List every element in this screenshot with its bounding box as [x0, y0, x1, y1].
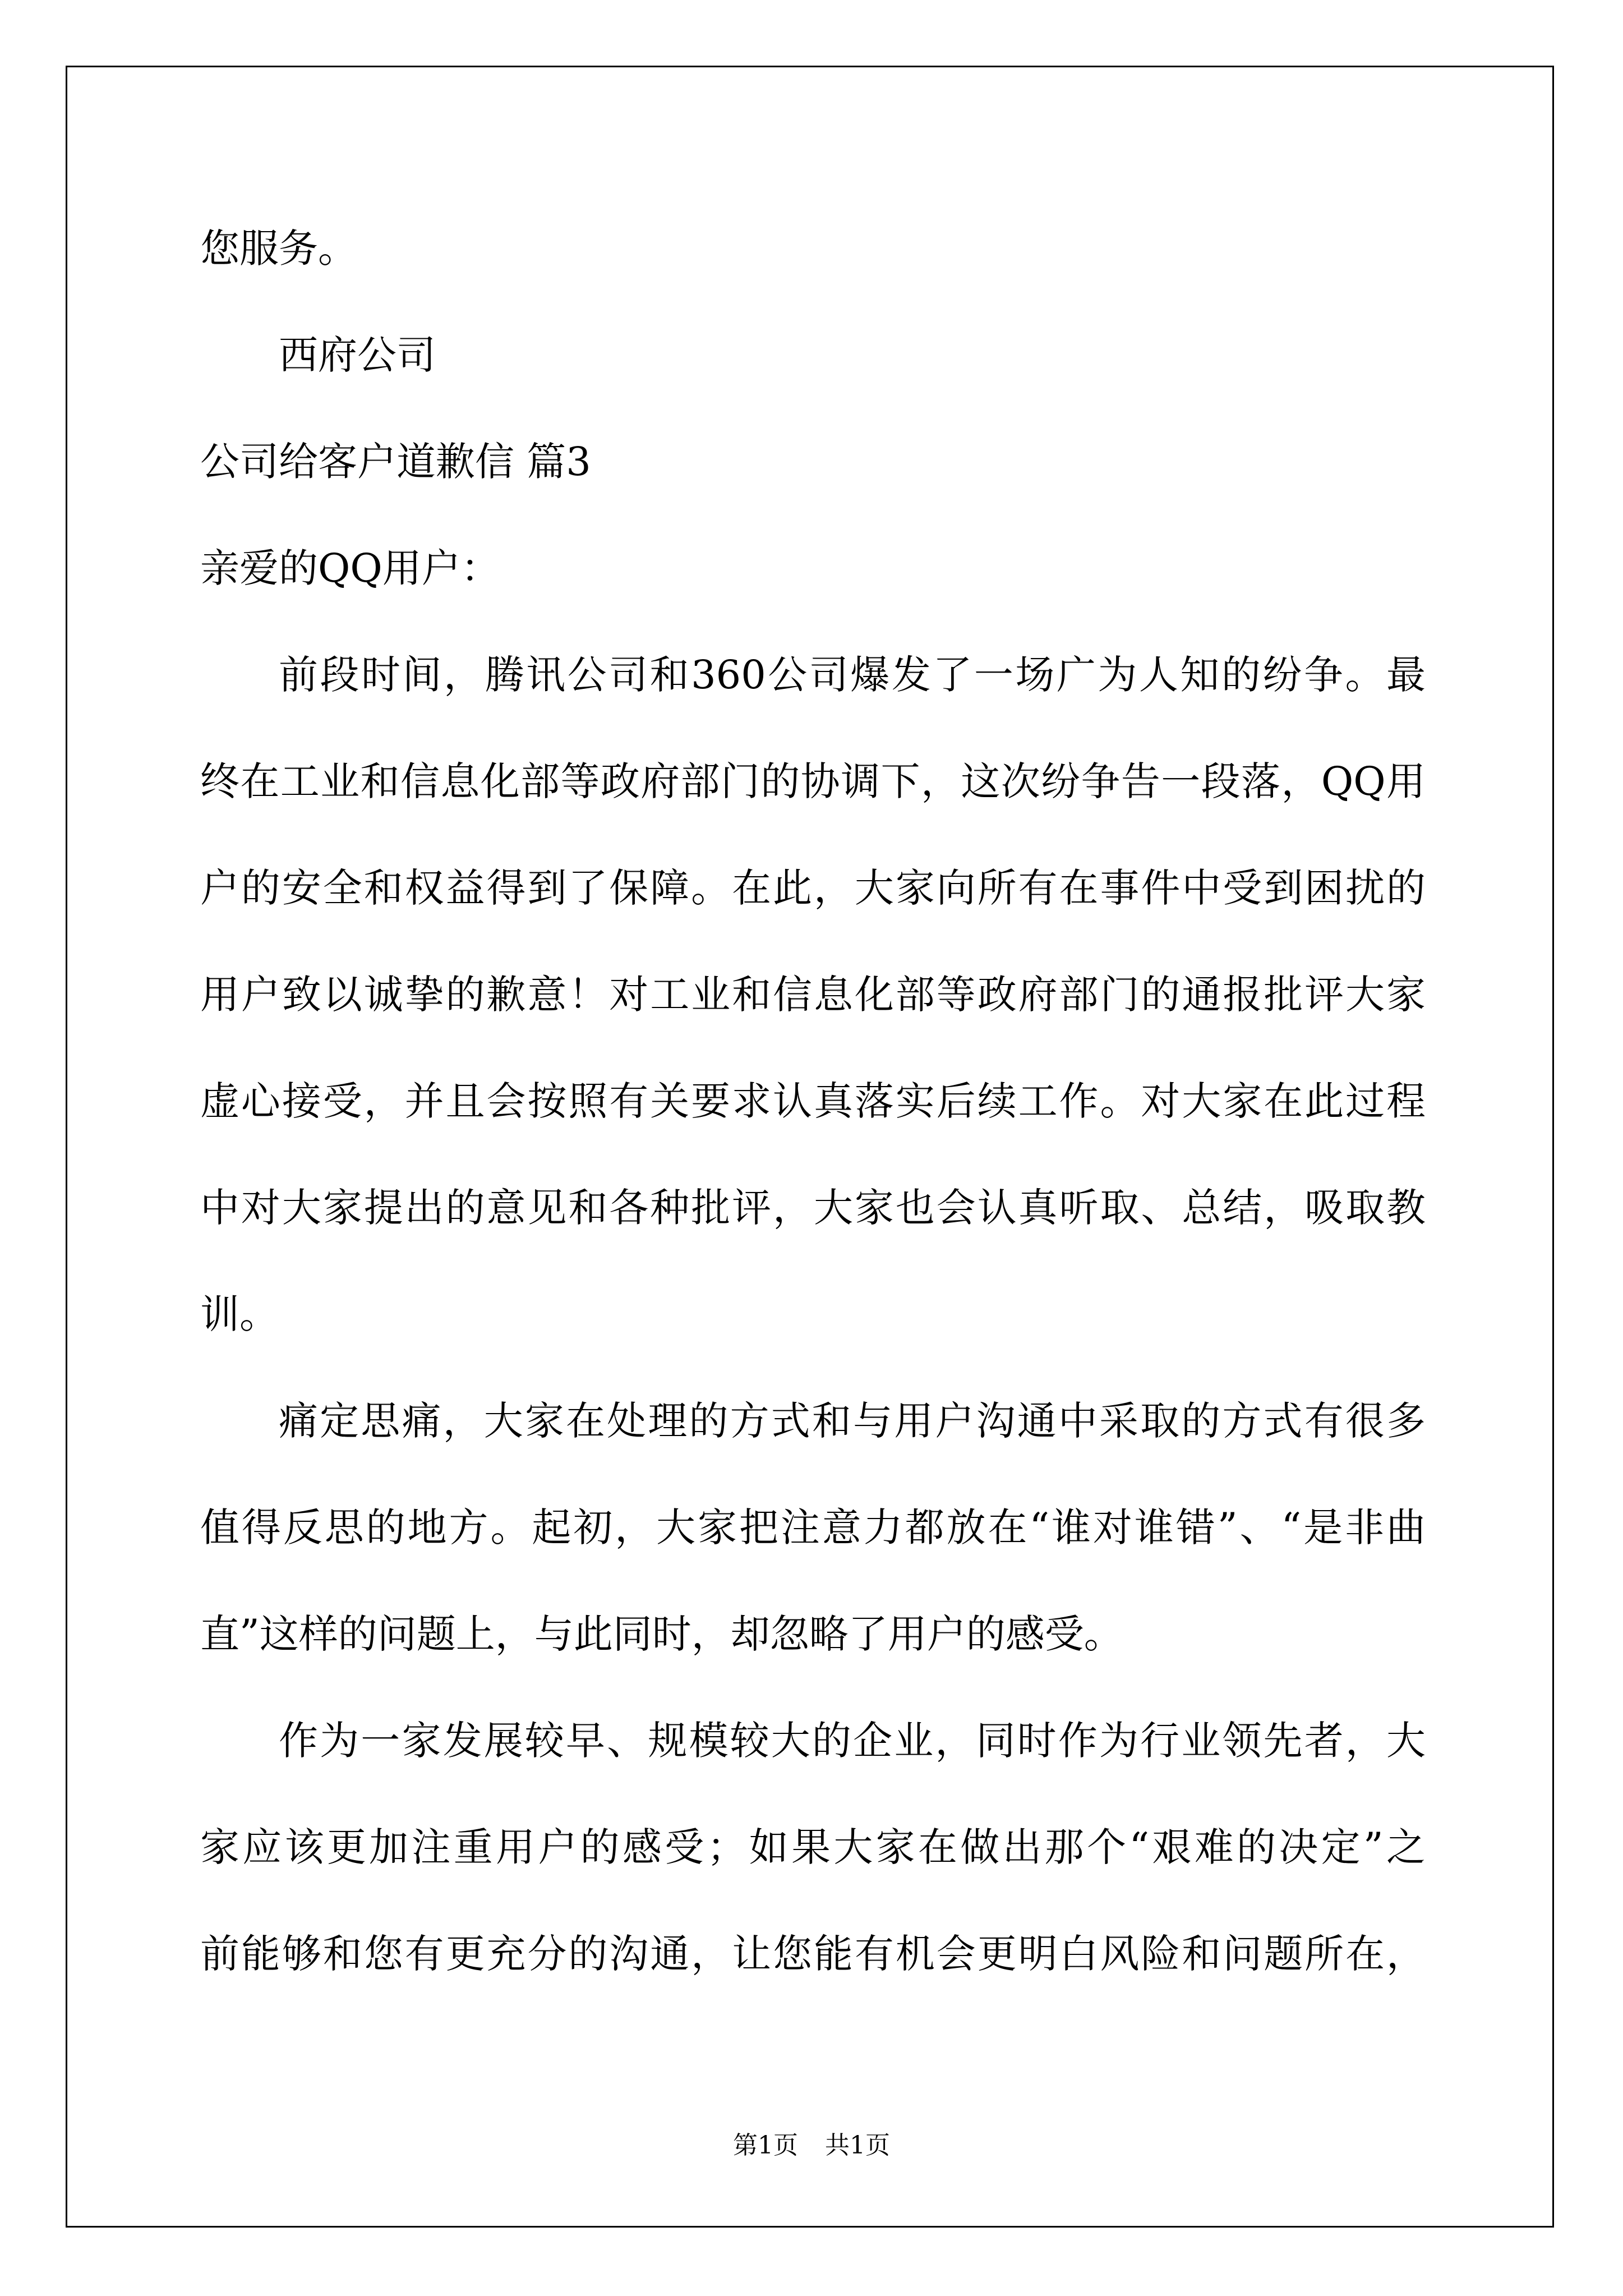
body-line: 虚心接受，并且会按照有关要求认真落实后续工作。对大家在此过程	[200, 1078, 1426, 1124]
paragraph	[200, 1687, 1426, 2007]
body-line: 终在工业和信息化部等政府部门的协调下，这次纷争告一段落，QQ用	[200, 758, 1426, 804]
body-line: 中对大家提出的意见和各种批评，大家也会认真听取、总结，吸取教	[200, 1185, 1426, 1231]
closing-line: 您服务。	[200, 226, 357, 272]
page-number-current: 第1页	[733, 2131, 798, 2160]
body-line: 户的安全和权益得到了保障。在此，大家向所有在事件中受到困扰的	[200, 865, 1426, 911]
signature: 西府公司	[279, 332, 436, 378]
body-line: 家应该更加注重用户的感受；如果大家在做出那个“艰难的决定”之	[200, 1824, 1426, 1870]
page-footer	[0, 2129, 1623, 2162]
salutation: 亲爱的QQ用户：	[200, 545, 500, 591]
body-line: 前能够和您有更充分的沟通，让您能有机会更明白风险和问题所在，	[200, 1931, 1426, 1977]
body-line: 作为一家发展较早、规模较大的企业，同时作为行业领先者，大	[279, 1718, 1426, 1764]
body-line: 前段时间，腾讯公司和360公司爆发了一场广为人知的纷争。最	[279, 652, 1426, 698]
page-number-total: 共1页	[825, 2131, 890, 2160]
body-line: 用户致以诚挚的歉意！对工业和信息化部等政府部门的通报批评大家	[200, 972, 1426, 1018]
paragraph	[200, 622, 1426, 1368]
body-line: 直”这样的问题上，与此同时，却忽略了用户的感受。	[200, 1611, 1123, 1657]
paragraph	[200, 1368, 1426, 1687]
document-body	[200, 195, 1426, 2007]
body-line: 训。	[200, 1291, 279, 1337]
section-title: 公司给客户道歉信 篇3	[200, 439, 591, 485]
body-line: 值得反思的地方。起初，大家把注意力都放在“谁对谁错”、“是非曲	[200, 1504, 1426, 1550]
body-line: 痛定思痛，大家在处理的方式和与用户沟通中采取的方式有很多	[279, 1398, 1426, 1444]
